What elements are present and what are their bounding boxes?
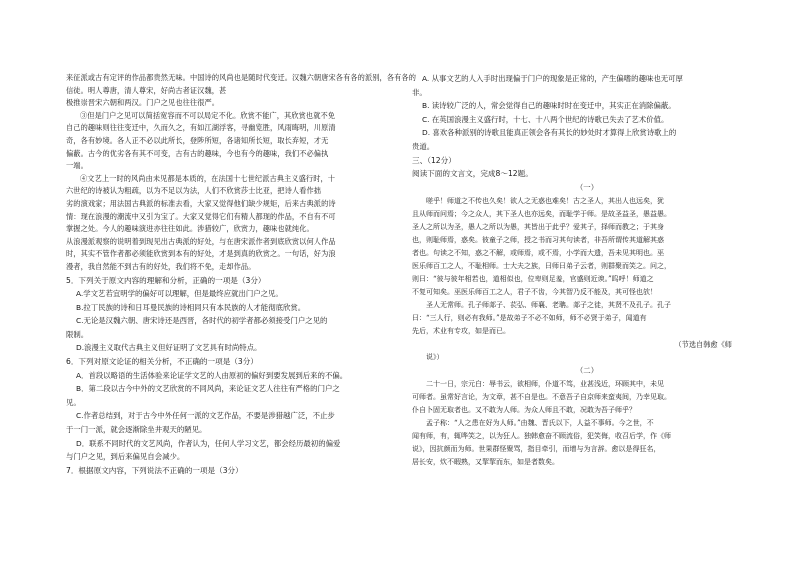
option-d-cont: 与门户之见，到后来偏见自会减少。 bbox=[66, 452, 185, 462]
text-line: 时，其实不管作者都必须能欣赏到本有的好处，才是到真的欣赏之。一句话，好为浪 bbox=[66, 249, 336, 259]
option-c: C. 在英国浪漫主义盛行时，十七、十八两个世纪的诗歌已失去了艺术价值。 bbox=[422, 114, 669, 124]
text-line: 自己的趣味则往往变迁中，久而久之，有如江湖浮客，寻幽览胜，风雨晦明，川原清 bbox=[66, 123, 336, 133]
option-a: A．首段以略语的生活体验来论证学文艺的人由原初的偏好到要发展到后来的不偏。 bbox=[76, 370, 348, 380]
text-line: 不复可知矣。巫医乐师百工之人，君子不齿，今其智乃反不能及，其可怪也欤！ bbox=[412, 287, 657, 296]
text-line: 居长安，炊不暇熟，又挈挈而东，如是者数矣。 bbox=[412, 457, 559, 466]
part-1-label: （一） bbox=[575, 182, 599, 192]
classical-text-2 bbox=[412, 378, 762, 469]
option-c-cont: 于一门一派，就会逐渐除坐井观天的陋见。 bbox=[66, 425, 207, 435]
text-line: 曰：“三人行，则必有我师。”是故弟子不必不如师，师不必贤于弟子，闻道有 bbox=[412, 313, 647, 322]
option-b: B.拉丁民族的诗和日耳曼民族的诗相同只有本民族的人才能彻底欣赏。 bbox=[76, 302, 306, 312]
option-c: C.作者总结到，对于古今中外任何一派的文艺作品，不要是涉猎越广泛，不止步 bbox=[76, 411, 335, 421]
section-heading: 三、（12分） bbox=[412, 155, 456, 165]
option-d: D. 喜欢各种派别的诗歌且能真正领会各有其长的妙处时才算得上欣赏诗歌上的 bbox=[422, 128, 677, 138]
text-line: 漫者，我自然能不到古有的好处，我们将不免，走却作品。 bbox=[66, 261, 256, 271]
text-line: 六世纪的诗被认为粗疏，以为不足以为法，人们不欣赏莎士比亚，把诗人看作拙 bbox=[66, 186, 322, 196]
text-line: 圣人无常师。孔子师郯子、苌弘、师襄、老聃。郯子之徒，其贤不及孔子。孔子 bbox=[426, 300, 671, 309]
question-7-options bbox=[412, 72, 762, 154]
question-6-options bbox=[66, 369, 416, 464]
paragraph-4 bbox=[66, 173, 416, 274]
text-line: 闻有师，有，辄哗笑之，以为狂人。独韩愈奋不顾流俗，犯笑侮，收召后学，作《师 bbox=[412, 431, 671, 440]
text-line: 奇，各有妙境。各人正不必以此所长，登陟所短，各诸知所长短，取长弃短，才无 bbox=[66, 135, 329, 145]
text-line: ③但是门户之见可以简括宽容而不可以局定不化。欣赏不能广，其欣赏也就不免 bbox=[80, 110, 336, 120]
text-line: 说》，因抗颜而为师。世果群怪聚骂，指目牵引，而增与为言辞。愈以是得狂名， bbox=[412, 444, 661, 453]
text-line: 也，则耻师焉，惑矣。彼童子之师，授之书而习其句读者，非吾所谓传其道解其惑 bbox=[412, 235, 664, 244]
option-a: A. 从事文艺的人入手时出现偏于门户的现象是正常的，产生偏嗜的趣味也无可厚 bbox=[422, 74, 683, 83]
text-line: 从浪漫派观察的说明着到现见出古典派的好处，与在唐宋派作者到底欣赏以何人作品 bbox=[66, 236, 336, 246]
option-d: D.浪漫主义取代古典主义但好证明了文艺具有时尚特点。 bbox=[76, 343, 262, 353]
text-line: 者也。句读之不知，惑之不解，或师焉，或不焉，小学而大遗，吾未见其明也。巫 bbox=[412, 248, 664, 257]
text-line: 二十一日，宗元白：辱书云，欲相师，仆道不笃，业甚浅近，环顾其中，未见 bbox=[426, 379, 664, 388]
source-citation-1: （节选自韩愈《师 bbox=[674, 339, 732, 349]
question-7: 7．根据原文内容，下列说法不正确的一项是（3分） bbox=[66, 465, 243, 475]
text-line: 且从师而问焉；今之众人，其下圣人也亦远矣，而耻学于师。是故圣益圣，愚益愚。 bbox=[412, 209, 671, 218]
source-citation-1-cont: 说》） bbox=[426, 352, 444, 361]
question-5-options bbox=[66, 287, 416, 355]
option-b: B．第二段以古今中外的文艺欣赏的不同风尚，来论证文艺人往往有严格的门户之 bbox=[76, 384, 340, 394]
text-line: ④文艺上一时的风尚由未见都是本质的，在法国十七世纪派古典主义盛行时，十 bbox=[80, 173, 336, 183]
text-line: 来征派或古有定评的作品都贵然无味。中国诗的风尚也是随时代变迁。汉魏六朝唐宋各有各的派别，各有各的信徒。明人尊唐，清人尊宋，好尚古者证汉魏，甚 bbox=[66, 73, 416, 95]
option-a: A.学文艺若宜明学的偏好可以理解，但是最终应就出门户之见。 bbox=[76, 289, 283, 299]
text-line: 情：现在浪漫的潮流中又引为宝了。大家又觉得它们有精人都现的作品，不自有不可 bbox=[66, 211, 336, 221]
text-line: 劣的演戏家；用法国古典派的标准去看，大家又觉得他们缺少规矩，后来古典派的诗 bbox=[66, 198, 336, 208]
text-line: 掌握之处。今人的趣味演进亦往往如此。涉猎较广，欣赏力，趣味也就纯化。 bbox=[66, 224, 314, 234]
left-column bbox=[66, 72, 416, 477]
option-c: C.无论是汉魏六朝、唐宋诗还是西晋，各时代的初学者都必须接受门户之见的 bbox=[76, 316, 328, 326]
right-column bbox=[412, 72, 762, 469]
question-5: 5．下列关于原文内容的理解和分析，正确的一项是（3分） bbox=[66, 275, 266, 285]
option-a-cont: 非。 bbox=[412, 87, 427, 97]
text-line: 孟子称：“人之患在好为人师。”由魏、晋氏以下，人益不事师。今之世，不 bbox=[426, 418, 654, 427]
text-line: 医乐师百工之人，不耻相师。士大夫之族，曰师曰弟子云者，则群聚而笑之。问之， bbox=[412, 261, 671, 270]
option-b-cont: 见。 bbox=[66, 397, 81, 407]
option-b: B. 读诗较广泛的人，常会觉得自己的趣味时时在变迁中，其实正在消除偏蔽。 bbox=[422, 101, 676, 111]
part-2-label: （二） bbox=[575, 365, 599, 375]
text-line: 一端。 bbox=[66, 161, 88, 171]
option-c-cont: 限制。 bbox=[66, 329, 89, 339]
classical-text-1 bbox=[412, 195, 762, 338]
question-6: 6．下列对原文论证的相关分析，不正确的一项是（3分） bbox=[66, 357, 258, 367]
text-line: 极推崇晋宋六朝和两汉。门户之见也往往很严。 bbox=[66, 98, 220, 108]
section-instruction: 阅读下面的文言文，完成8～12题。 bbox=[412, 169, 533, 179]
text-line: 先后，术业有专攻，如是而已。 bbox=[412, 326, 510, 335]
text-line: 偏蔽。古今的优劣各有其不可变，古有古的趣味，今也有今的趣味，我们不必偏执 bbox=[66, 148, 329, 158]
text-line: 则曰：“彼与彼年相若也，道相似也，位卑则足羞，官盛则近谀。”呜呼！师道之 bbox=[412, 274, 654, 283]
option-d: D．联系不同时代的文艺风尚，作者认为，任何人学习文艺，都会经历最初的偏爱 bbox=[76, 438, 341, 448]
passage-continuation bbox=[66, 72, 416, 110]
text-line: 嗟乎！师道之不传也久矣！欲人之无惑也难矣！古之圣人，其出人也远矣，犹 bbox=[426, 196, 664, 205]
text-line: 圣人之所以为圣，愚人之所以为愚，其皆出于此乎？爱其子，择师而教之；于其身 bbox=[412, 222, 664, 231]
option-d-cont: 贵道。 bbox=[412, 141, 435, 151]
paragraph-3 bbox=[66, 110, 416, 173]
text-line: 可师者。虽常好言论，为文章，甚不自是也。不意吾子自京师来蛮夷间，乃幸见取。 bbox=[412, 392, 671, 401]
text-line: 仆自卜固无取者也。又不敢为人师。为众人师且不敢，况敢为吾子师乎？ bbox=[412, 405, 636, 414]
